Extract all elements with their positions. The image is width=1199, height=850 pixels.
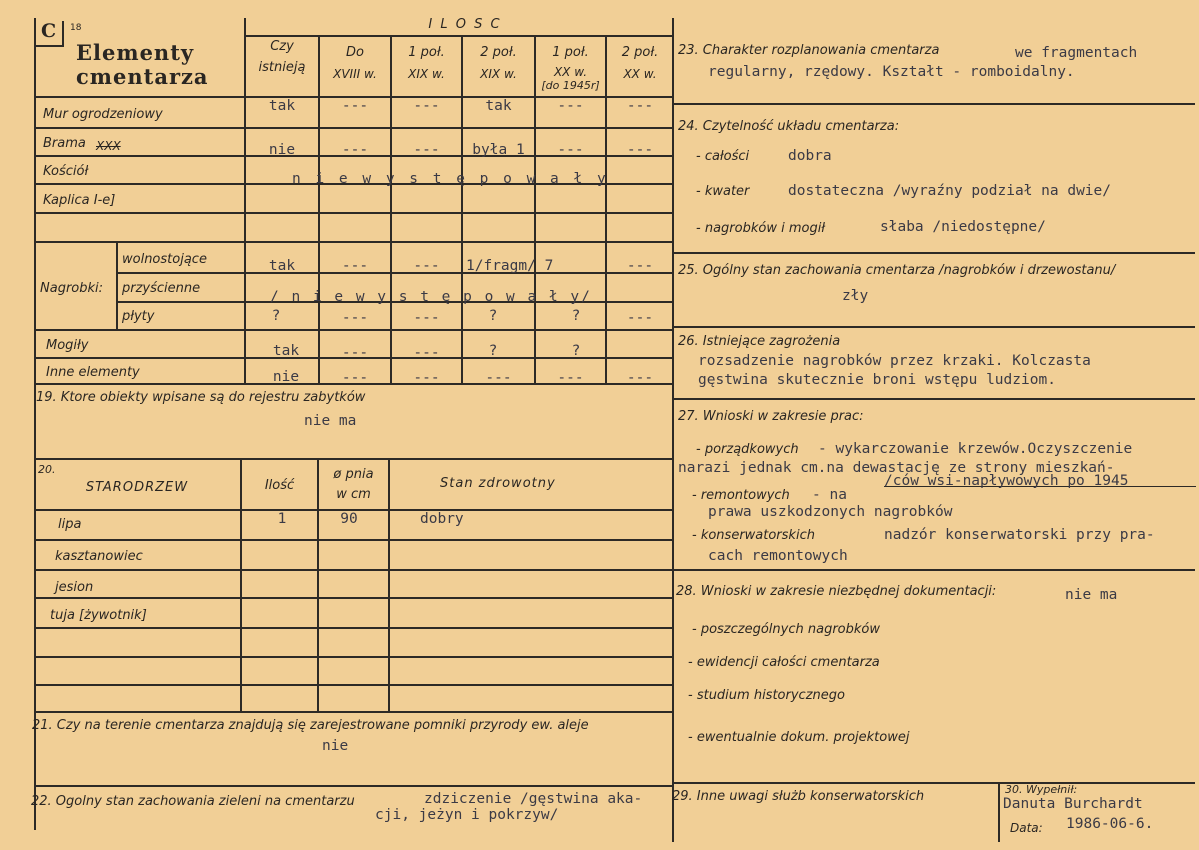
q27-text: /ców wsi-napływowych po 1945 [884, 473, 1129, 489]
q25-label: 25. Ogólny stan zachowania cmentarza /nagrobków i drzewostanu/ [678, 263, 1116, 278]
tree-pnia: 90 [340, 511, 358, 527]
q28-item: - studium historycznego [688, 688, 845, 703]
q27-text: narazi jednak cm.na dewastację ze strony mieszkań- [678, 460, 1115, 476]
center-divider [672, 18, 674, 842]
col-label: Do [346, 45, 364, 60]
col-label: 1 poł. [408, 45, 445, 60]
cell: nie [268, 142, 296, 158]
cell: --- [413, 345, 440, 361]
tree-name: lipa [58, 517, 82, 532]
cell: --- [341, 370, 369, 386]
cell: --- [341, 310, 369, 326]
q26-label: 26. Istniejące zagrożenia [678, 334, 841, 349]
cell: tak [485, 98, 512, 114]
ilosc-rule [244, 35, 672, 37]
q23-label: 23. Charakter rozplanowania cmentarza [678, 43, 940, 58]
row-wolnostojace: wolnostojące [122, 252, 207, 267]
q27-text: - wykarczowanie krzewów.Oczyszczenie [818, 441, 1133, 457]
q30-label: 30. Wypełnił: [1005, 783, 1078, 796]
row-plyty: płyty [122, 309, 155, 324]
q23-answer-2: regularny, rzędowy. Kształt - romboidalny. [708, 64, 1075, 80]
col-label: 2 poł. [621, 45, 659, 60]
cell: --- [485, 370, 512, 386]
cell: ? [571, 343, 581, 359]
col-ilosc: I L O S C [428, 17, 502, 32]
q26-answer-2: gęstwina skutecznie broni wstępu ludziom. [698, 372, 1056, 388]
tree-ilosc: 1 [277, 511, 287, 527]
q30-date: 1986-06-6. [1066, 816, 1154, 832]
q30-date-label: Data: [1010, 821, 1043, 835]
cell: --- [341, 258, 369, 274]
section-letter: C [41, 20, 58, 42]
cell: ? [271, 308, 281, 324]
q24-key: - całości [696, 149, 750, 164]
row-przyscienne: przyścienne [122, 281, 201, 296]
q27-text: prawa uszkodzonych nagrobków [708, 504, 953, 520]
trees-col-pnia-2: w cm [336, 487, 371, 502]
przyscienne-value: / n i e w y s t ę p o w a ł y/ [270, 289, 592, 305]
cell: 1/fragm/ 7 [466, 258, 554, 274]
q26-answer-1: rozsadzenie nagrobków przez krzaki. Kolczasta [698, 353, 1091, 369]
q21-answer: nie [322, 738, 349, 754]
col-czy-2: istnieją [258, 60, 306, 75]
q27-key: - konserwatorskich [692, 528, 815, 543]
q24-value: dostateczna /wyraźny podział na dwie/ [788, 183, 1112, 199]
trees-col-name: STARODRZEW [85, 480, 189, 495]
row-nagrobki: Nagrobki: [40, 281, 104, 296]
cell: ? [571, 308, 581, 324]
cell: --- [413, 310, 440, 326]
col-label: 2 poł. [480, 45, 517, 60]
section-title-1: Elementy [76, 40, 195, 65]
cell: tak [272, 343, 300, 359]
row-kosciol: Kościół [43, 164, 89, 179]
q27-text: nadzór konserwatorski przy pra- [884, 527, 1155, 543]
q24-value: dobra [788, 148, 832, 164]
cell: ? [488, 308, 498, 324]
col-label: XVIII w. [333, 67, 377, 81]
q30-name: Danuta Burchardt [1003, 796, 1143, 812]
row-mogily: Mogiły [46, 338, 89, 353]
q24-key: - kwater [696, 184, 750, 199]
col-label: [do 1945r] [541, 79, 600, 92]
col-label: XX w. [623, 67, 657, 81]
cell: --- [413, 142, 440, 158]
q22-answer-1: zdziczenie /gęstwina aka- [424, 791, 643, 807]
section-title-2: cmentarza [76, 64, 209, 89]
cell: --- [341, 345, 369, 361]
q22-label: 22. Ogolny stan zachowania zieleni na cmentarzu [31, 794, 355, 809]
cell: --- [413, 258, 440, 274]
col-label: XX w. [553, 65, 588, 79]
trees-col-pnia-1: ø pnia [333, 467, 374, 482]
cell: --- [626, 98, 654, 114]
cell: --- [626, 370, 654, 386]
cell: --- [557, 98, 584, 114]
q23-answer-1: we fragmentach [1015, 45, 1138, 61]
q28-item: - poszczególnych nagrobków [692, 622, 880, 637]
col-label: XIX w. [408, 67, 445, 81]
brama-strike: XXX [96, 139, 121, 153]
cell: --- [341, 98, 369, 114]
row-kaplica: Kaplica I-e] [43, 193, 116, 208]
cell: --- [557, 142, 584, 158]
trees-col-stan: Stan zdrowotny [440, 476, 556, 491]
trees-col-ilosc: Ilość [264, 478, 295, 493]
left-border [34, 18, 36, 830]
col-czy-1: Czy [270, 39, 294, 54]
q21-label: 21. Czy na terenie cmentarza znajdują się zarejestrowane pomniki przyrody ew. aleje [32, 718, 589, 733]
q19-answer: nie ma [304, 413, 357, 429]
q27-key: - remontowych [692, 488, 790, 503]
cell: --- [626, 310, 654, 326]
q24-key: - nagrobków i mogił [696, 221, 826, 236]
col-label: 1 poł. [552, 45, 589, 60]
q19-label: 19. Ktore obiekty wpisane są do rejestru zabytków [36, 390, 366, 405]
q28-item: - ewidencji całości cmentarza [688, 655, 880, 670]
cell: tak [268, 258, 296, 274]
q28-answer: nie ma [1065, 587, 1118, 603]
tree-stan: dobry [420, 511, 464, 527]
q29-label: 29. Inne uwagi służb konserwatorskich [672, 789, 925, 804]
cell: --- [413, 370, 440, 386]
cell: --- [413, 98, 440, 114]
q27-key: - porządkowych [696, 442, 799, 457]
cell: nie [272, 369, 300, 385]
cell: --- [626, 142, 654, 158]
cell: tak [268, 98, 296, 114]
col-label: XIX w. [480, 67, 517, 81]
tree-name: jesion [55, 580, 94, 595]
cell: była 1 [472, 142, 525, 158]
section-number: 18 [70, 23, 82, 33]
q27-text: - na [812, 487, 847, 503]
row-inne: Inne elementy [46, 365, 140, 380]
tree-name: tuja [żywotnik] [50, 608, 147, 623]
q28-item: - ewentualnie dokum. projektowej [688, 730, 910, 745]
kosciol-value: n i e w y s t ę p o w a ł y [292, 171, 609, 187]
q20-number: 20. [38, 463, 56, 476]
q22-answer-2: cji, jeżyn i pokrzyw/ [375, 807, 559, 823]
cell: ? [488, 343, 498, 359]
q24-label: 24. Czytelność układu cmentarza: [678, 119, 900, 134]
cell: --- [626, 258, 654, 274]
q24-value: słaba /niedostępne/ [880, 219, 1046, 235]
cell: --- [341, 142, 369, 158]
q28-label: 28. Wnioski w zakresie niezbędnej dokumentacji: [676, 584, 997, 599]
q25-answer: zły [842, 288, 869, 304]
q27-label: 27. Wnioski w zakresie prac: [678, 409, 864, 424]
row-mur: Mur ogrodzeniowy [43, 107, 163, 122]
row-brama: Brama [43, 136, 86, 151]
tree-name: kasztanowiec [55, 549, 143, 564]
cell: --- [557, 370, 584, 386]
q27-text: cach remontowych [708, 548, 848, 564]
